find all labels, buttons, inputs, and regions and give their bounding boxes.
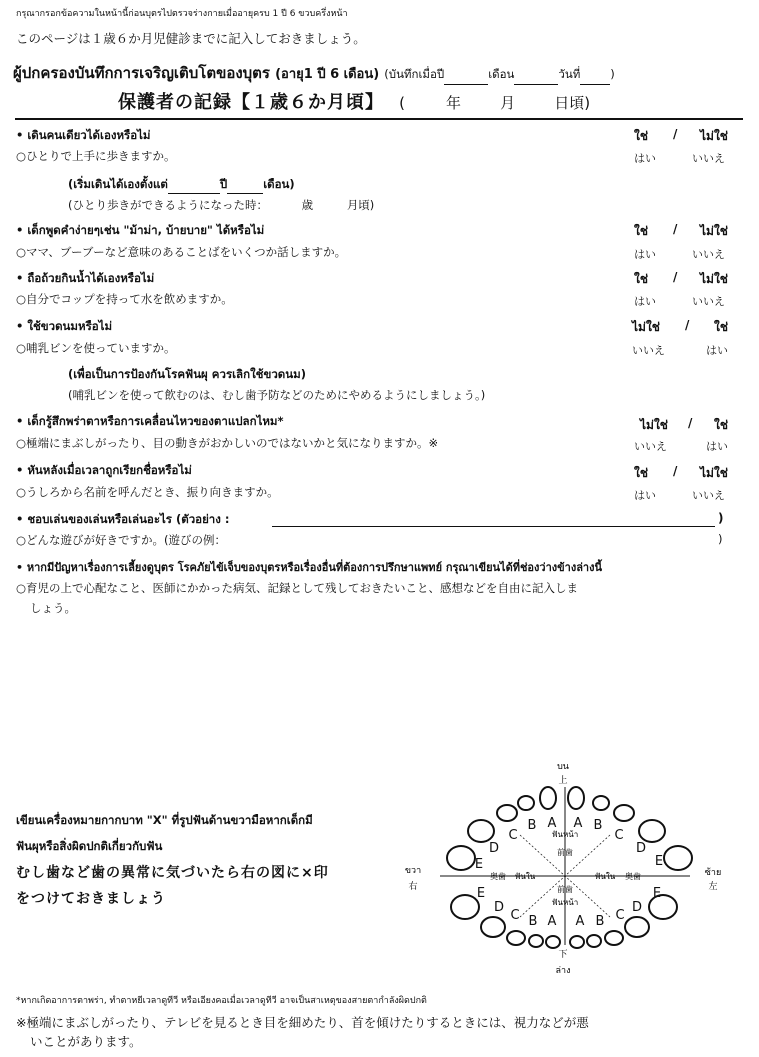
title-rule xyxy=(15,118,743,120)
letter-upper-1: E xyxy=(474,857,484,872)
title-jp-month: 月 xyxy=(500,94,516,112)
question-1-japanese: ○ひとりで上手に歩きますか。 xyxy=(16,149,176,163)
tooth-upper-left-D[interactable] xyxy=(639,820,665,842)
title-jp-open-paren: ( xyxy=(399,94,405,112)
diagram-top-thai: บน xyxy=(557,762,569,772)
title-jp-year: 年 xyxy=(446,94,462,112)
q4-answer-yes-japanese[interactable]: はい xyxy=(706,344,728,357)
q3-answer-separator: / xyxy=(673,270,678,284)
title-jp-day: 日頃) xyxy=(554,94,591,112)
walk-start-year-label: ปี xyxy=(219,177,228,191)
title-month-label: เดือน xyxy=(488,67,515,81)
walk-start-japanese-label: (ひとり歩きができるようになった時： xyxy=(68,198,268,212)
record-day-field[interactable] xyxy=(580,84,610,85)
question-6-japanese: ○うしろから名前を呼んだとき、振り向きますか。 xyxy=(16,485,279,499)
play-answer-field[interactable] xyxy=(272,526,715,527)
question-4-japanese: ○哺乳ビンを使っていますか。 xyxy=(16,341,176,355)
play-close-paren-thai: ) xyxy=(718,511,724,525)
letter-upper-7: B xyxy=(593,818,603,833)
question-5-thai: • เด็กรู้สึกพร่าตาหรือการเคลื่อนไหวของตาแปลกไหม* xyxy=(16,414,284,428)
footer-note-thai: *หากเกิดอาการตาพร่า, ทำตาหยีเวลาดูทีวี หรือเอียงคอเมื่อเวลาดูทีวี อาจเป็นสาเหตุของสายตากำลังผิดปกติ xyxy=(16,996,427,1006)
q5-answer-separator: / xyxy=(688,416,693,430)
tooth-upper-left-B[interactable] xyxy=(593,796,609,810)
title-thai: ผู้ปกครองบันทึกการเจริญเติบโตของบุตร xyxy=(13,64,270,82)
play-question-japanese: ○どんな遊びが好きですか。(遊びの例： xyxy=(16,533,227,547)
record-month-field[interactable] xyxy=(514,84,558,85)
q5-answer-no-thai[interactable]: ไม่ใช่ xyxy=(640,418,668,432)
letter-upper-8: C xyxy=(614,828,624,843)
walk-start-month-field[interactable] xyxy=(227,193,263,194)
q4-answer-yes-thai[interactable]: ใช่ xyxy=(714,320,729,334)
teeth-note-japanese-line1: むし歯など歯の異常に気づいたら右の図に×印 xyxy=(16,865,329,881)
diagram-top-japanese: 上 xyxy=(558,776,568,786)
tooth-lower-right-B[interactable] xyxy=(529,935,543,947)
tooth-upper-right-D[interactable] xyxy=(468,820,494,842)
q5-answer-no-japanese[interactable]: いいえ xyxy=(634,440,667,453)
diagram-back-thai-left: ฟันใน xyxy=(514,872,536,881)
title-day-label: วันที่ xyxy=(558,67,581,81)
tooth-lower-left-D[interactable] xyxy=(625,917,649,937)
diagram-front-thai-upper: ฟันหน้า xyxy=(551,830,579,839)
diagram-right-japanese: 右 xyxy=(408,882,418,892)
teeth-note-thai-line2: ฟันผุหรือสิ่งผิดปกติเกี่ยวกับฟัน xyxy=(16,839,163,853)
tooth-upper-left-C[interactable] xyxy=(614,805,634,821)
walk-start-month-label: เดือน) xyxy=(263,177,295,191)
letter-lower-10: E xyxy=(652,886,662,901)
q3-answer-yes-japanese[interactable]: はい xyxy=(634,295,656,308)
walk-start-thai-row xyxy=(68,176,295,194)
walk-start-japanese-row xyxy=(68,197,374,213)
concerns-thai: • หากมีปัญหาเรื่องการเลี้ยงดูบุตร โรคภัยไข้เจ็บของบุตรหรือเรื่องอื่นที่ต้องการปรึกษาแพทย์ กรุณาเขียนได้ที่ช่องว่างข้างล่างนี้ xyxy=(16,561,603,574)
play-close-paren-japanese: ) xyxy=(718,532,723,546)
header-note-japanese: このページは１歳６か月児健診までに記入しておきましょう。 xyxy=(16,31,366,46)
letter-upper-10: E xyxy=(654,854,664,869)
bottle-note-japanese: (哺乳ビンを使って飲むのは、むし歯予防などのためにやめるようにしましょう。) xyxy=(68,388,486,402)
question-4-thai: • ใช้ขวดนมหรือไม่ xyxy=(16,319,113,333)
q2-answer-no-thai[interactable]: ไม่ใช่ xyxy=(700,224,728,238)
letter-lower-2: D xyxy=(493,900,505,915)
play-question-thai: • ชอบเล่นของเล่นหรือเล่นอะไร (ตัวอย่าง : xyxy=(16,512,230,526)
q3-answer-no-thai[interactable]: ไม่ใช่ xyxy=(700,272,728,286)
tooth-lower-right-A[interactable] xyxy=(546,936,560,948)
diagram-back-jp-right: 奥歯 xyxy=(625,872,641,881)
title-record-label: (บันทึกเมื่อปี xyxy=(384,67,445,81)
q6-answer-no-japanese[interactable]: いいえ xyxy=(692,489,725,502)
diagram-bottom-thai: ล่าง xyxy=(555,966,571,976)
walk-start-age-label: 歳 xyxy=(301,198,314,212)
diagram-back-thai-right: ฟันใน xyxy=(594,872,616,881)
diagram-left-japanese: 左 xyxy=(708,882,718,892)
q6-answer-no-thai[interactable]: ไม่ใช่ xyxy=(700,466,728,480)
tooth-upper-left-E[interactable] xyxy=(664,846,692,870)
letter-lower-4: B xyxy=(528,914,538,929)
title-japanese: 保護者の記録【１歳６か月頃】 xyxy=(118,92,384,113)
diagram-left-thai: ซ้าย xyxy=(704,868,722,878)
q3-answer-yes-thai[interactable]: ใช่ xyxy=(634,272,649,286)
tooth-upper-right-A[interactable] xyxy=(540,787,556,809)
letter-lower-8: C xyxy=(615,908,625,923)
title-thai-age: (อายุ1 ปี 6 เดือน) xyxy=(275,67,380,82)
tooth-lower-left-C[interactable] xyxy=(605,931,623,945)
letter-upper-4: B xyxy=(527,818,537,833)
letter-lower-1: E xyxy=(476,886,486,901)
concerns-japanese-line2: しょう。 xyxy=(30,601,76,615)
tooth-lower-right-C[interactable] xyxy=(507,931,525,945)
letter-lower-3: C xyxy=(510,908,520,923)
tooth-upper-left-A[interactable] xyxy=(568,787,584,809)
letter-upper-5: A xyxy=(547,816,557,831)
letter-lower-9: D xyxy=(631,900,643,915)
letter-upper-2: D xyxy=(488,841,500,856)
title-close-paren: ) xyxy=(610,67,615,81)
q3-answer-no-japanese[interactable]: いいえ xyxy=(692,295,725,308)
teeth-diagram[interactable] xyxy=(395,755,750,980)
walk-start-year-field[interactable] xyxy=(168,193,220,194)
q2-answer-yes-japanese[interactable]: はい xyxy=(634,248,656,261)
letter-lower-7: B xyxy=(595,914,605,929)
letter-upper-3: C xyxy=(508,828,518,843)
title-japanese-row xyxy=(118,88,590,114)
q1-answer-no-japanese[interactable]: いいえ xyxy=(692,152,725,165)
q6-answer-yes-japanese[interactable]: はい xyxy=(634,489,656,502)
diagram-front-thai-lower: ฟันหน้า xyxy=(551,898,579,907)
teeth-note-japanese-line2: をつけておきましょう xyxy=(16,891,166,907)
question-2-thai: • เด็กพูดคำง่ายๆเช่น "ม้าม่า, บ้ายบาย" ได้หรือไม่ xyxy=(16,223,265,237)
q2-answer-no-japanese[interactable]: いいえ xyxy=(692,248,725,261)
tooth-lower-right-D[interactable] xyxy=(481,917,505,937)
question-6-thai: • หันหลังเมื่อเวลาถูกเรียกชื่อหรือไม่ xyxy=(16,463,192,477)
q6-answer-separator: / xyxy=(673,464,678,478)
walk-start-month-jp-label: 月頃) xyxy=(346,198,375,212)
tooth-lower-left-B[interactable] xyxy=(587,935,601,947)
q1-answer-no-thai[interactable]: ไม่ใช่ xyxy=(700,129,728,143)
tooth-upper-right-B[interactable] xyxy=(518,796,534,810)
q4-answer-no-thai[interactable]: ไม่ใช่ xyxy=(632,320,660,334)
question-5-japanese: ○極端にまぶしがったり、目の動きがおかしいのではないかと気になりますか。※ xyxy=(16,436,439,450)
q4-answer-separator: / xyxy=(685,318,690,332)
concerns-free-text-area[interactable] xyxy=(16,625,744,755)
tooth-upper-right-C[interactable] xyxy=(497,805,517,821)
title-thai-row xyxy=(13,61,615,85)
q1-answer-separator: / xyxy=(673,127,678,141)
letter-upper-6: A xyxy=(573,816,583,831)
question-3-japanese: ○自分でコップを持って水を飲めますか。 xyxy=(16,292,233,306)
concerns-japanese-line1: ○育児の上で心配なこと、医師にかかった病気、記録として残しておきたいこと、感想などを自由に記入しま xyxy=(16,581,579,595)
letter-upper-9: D xyxy=(635,841,647,856)
diagram-front-jp-lower: 前歯 xyxy=(557,885,573,894)
footer-note-japanese-line2: いことがあります。 xyxy=(30,1034,142,1049)
tooth-lower-left-A[interactable] xyxy=(570,936,584,948)
walk-start-thai-label: (เริ่มเดินได้เองตั้งแต่ xyxy=(68,177,168,191)
diagram-bottom-japanese: 下 xyxy=(558,950,568,960)
q5-answer-yes-thai[interactable]: ใช่ xyxy=(714,418,729,432)
diagram-front-jp-upper: 前歯 xyxy=(557,848,573,857)
q4-answer-no-japanese[interactable]: いいえ xyxy=(632,344,665,357)
question-1-thai: • เดินคนเดียวได้เองหรือไม่ xyxy=(16,128,151,142)
letter-lower-6: A xyxy=(575,914,585,929)
q1-answer-yes-thai[interactable]: ใช่ xyxy=(634,129,649,143)
q2-answer-separator: / xyxy=(673,222,678,236)
record-year-field[interactable] xyxy=(444,84,488,85)
footer-note-japanese-line1: ※極端にまぶしがったり、テレビを見るとき目を細めたり、首を傾けたりするときには、視力などが悪 xyxy=(16,1015,589,1030)
header-note-thai: กรุณากรอกข้อความในหน้านี้ก่อนบุตรไปตรวจร่างกายเมื่ออายุครบ 1 ปี 6 ขวบครึ่งหน้า xyxy=(16,9,348,19)
teeth-note-thai-line1: เขียนเครื่องหมายกากบาท "X" ที่รูปฟันด้านขวามือหากเด็กมี xyxy=(16,813,313,827)
bottle-note-thai: (เพื่อเป็นการป้องกันโรคฟันผุ ควรเลิกใช้ขวดนม) xyxy=(68,367,306,381)
tooth-upper-right-E[interactable] xyxy=(447,846,475,870)
q1-answer-yes-japanese[interactable]: はい xyxy=(634,152,656,165)
q5-answer-yes-japanese[interactable]: はい xyxy=(706,440,728,453)
q6-answer-yes-thai[interactable]: ใช่ xyxy=(634,466,649,480)
diagram-right-thai: ขวา xyxy=(404,866,422,876)
question-3-thai: • ถือถ้วยกินน้ำได้เองหรือไม่ xyxy=(16,271,155,285)
tooth-lower-right-E[interactable] xyxy=(451,895,479,919)
letter-lower-5: A xyxy=(547,914,557,929)
diagram-back-jp-left: 奥歯 xyxy=(490,872,506,881)
q2-answer-yes-thai[interactable]: ใช่ xyxy=(634,224,649,238)
question-2-japanese: ○ママ、ブーブーなど意味のあることばをいくつか話しますか。 xyxy=(16,245,347,259)
